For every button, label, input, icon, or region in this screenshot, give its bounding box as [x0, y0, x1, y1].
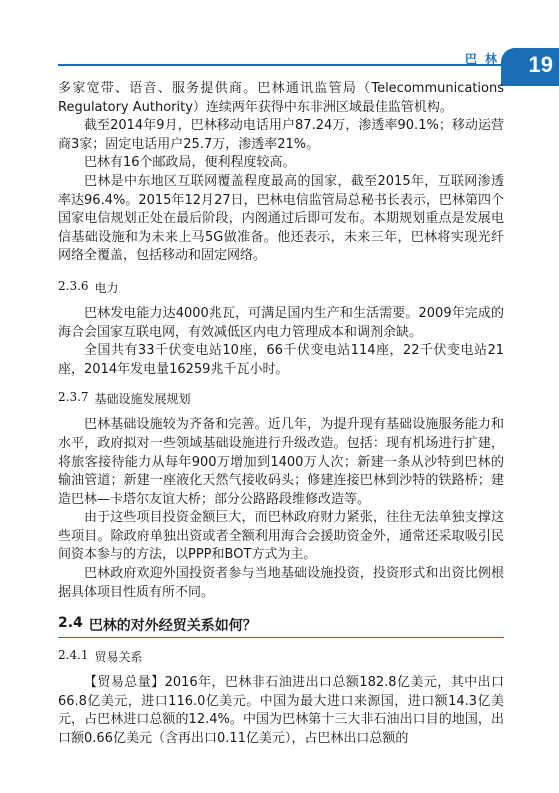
section-heading-2-4-1: [58, 648, 504, 665]
header-rule: [58, 64, 501, 66]
paragraph: 巴林是中东地区互联网覆盖程度最高的国家，截至2015年，互联网渗透率达96.4%。2015年12月27日，巴林电信监管局总秘书长表示，巴林第四个国家电信规划正处在最后阶段，内阁通过后即可发布。本期规划重点是发展电信基础设施和为未来上马5G做准备。他还表示，未来三年，巴林将实现光纤网络全覆盖，包括移动和固定网络。: [58, 173, 504, 264]
page-header: [58, 48, 559, 78]
section-number: 2.3.6: [58, 278, 89, 293]
section-number: 2.3.7: [58, 390, 89, 405]
paragraph: 全国共有33千伏变电站10座，66千伏变电站114座，22千伏变电站21座，2014年发电量16259兆千瓦小时。: [58, 343, 504, 377]
section-title: 贸易关系: [94, 650, 143, 665]
paragraph: 巴林有16个邮政局，便利程度较高。: [84, 155, 296, 171]
page-number: 19: [528, 52, 553, 77]
section-heading-2-3-7: [58, 390, 504, 407]
paragraph: 由于这些项目投资金额巨大，而巴林政府财力紧张，往往无法单独支撑这些项目。除政府单独出资或者全额利用海合会援助资金外，通常还采取吸引民间资本参与的方法，以PPP和BOT方式为主。: [58, 510, 504, 563]
heading-rule: [58, 637, 504, 638]
section-title: 电力: [94, 280, 119, 295]
paragraph: 巴林发电能力达4000兆瓦，可满足国内生产和生活需要。2009年完成的海合会国家互联电网，有效减低区内电力管理成本和调剂余缺。: [58, 305, 504, 340]
paragraph: 巴林政府欢迎外国投资者参与当地基础设施投资，投资形式和出资比例根据具体项目性质有所不同。: [58, 566, 504, 600]
section-title: 巴林的对外经贸关系如何？: [88, 618, 257, 635]
section-heading-2-3-6: [58, 279, 504, 296]
paragraph: 巴林基础设施较为齐备和完善。近几年，为提升现有基础设施服务能力和水平，政府拟对一些领域基础设施进行升级改造。包括：现有机场进行扩建，将旅客接待能力从每年900万增加到1400万人次；新建一条从沙特到巴林的输油管道；新建一座液化天然气接收码头；修建连接巴林到沙特的铁路桥；建造巴林—卡塔尔友谊大桥；部分公路路段维修改造等。: [58, 417, 504, 507]
chapter-heading-block: [58, 615, 504, 638]
page-number-tab: [501, 48, 559, 86]
section-title: 基础设施发展规划: [94, 392, 191, 407]
paragraph: 截至2014年9月，巴林移动电话用户87.24万，渗透率90.1%；移动运营商3家；固定电话用户25.7万，渗透率21%。: [58, 118, 504, 152]
section-number: 2.4: [58, 615, 83, 632]
paragraph: 【贸易总量】2016年，巴林非石油进出口总额182.8亿美元，其中出口66.8亿美元，进口116.0亿美元。中国为最大进口来源国，进口额14.3亿美元，占巴林进口总额的12.4%。中国为巴林第十三大非石油出口目的地国，出口额0.66亿美元（含再出口0.11亿美元），占巴林出口总额的: [58, 675, 504, 747]
section-heading-2-4: [58, 615, 504, 635]
header-country-label: 巴 林: [464, 52, 499, 66]
section-number: 2.4.1: [58, 648, 89, 663]
page-content: [58, 80, 504, 749]
paragraph: 多家宽带、语音、服务提供商。巴林通讯监管局（Telecommunications Regulatory Authority）连续两年获得中东非洲区域最佳监管机构。: [58, 81, 504, 115]
